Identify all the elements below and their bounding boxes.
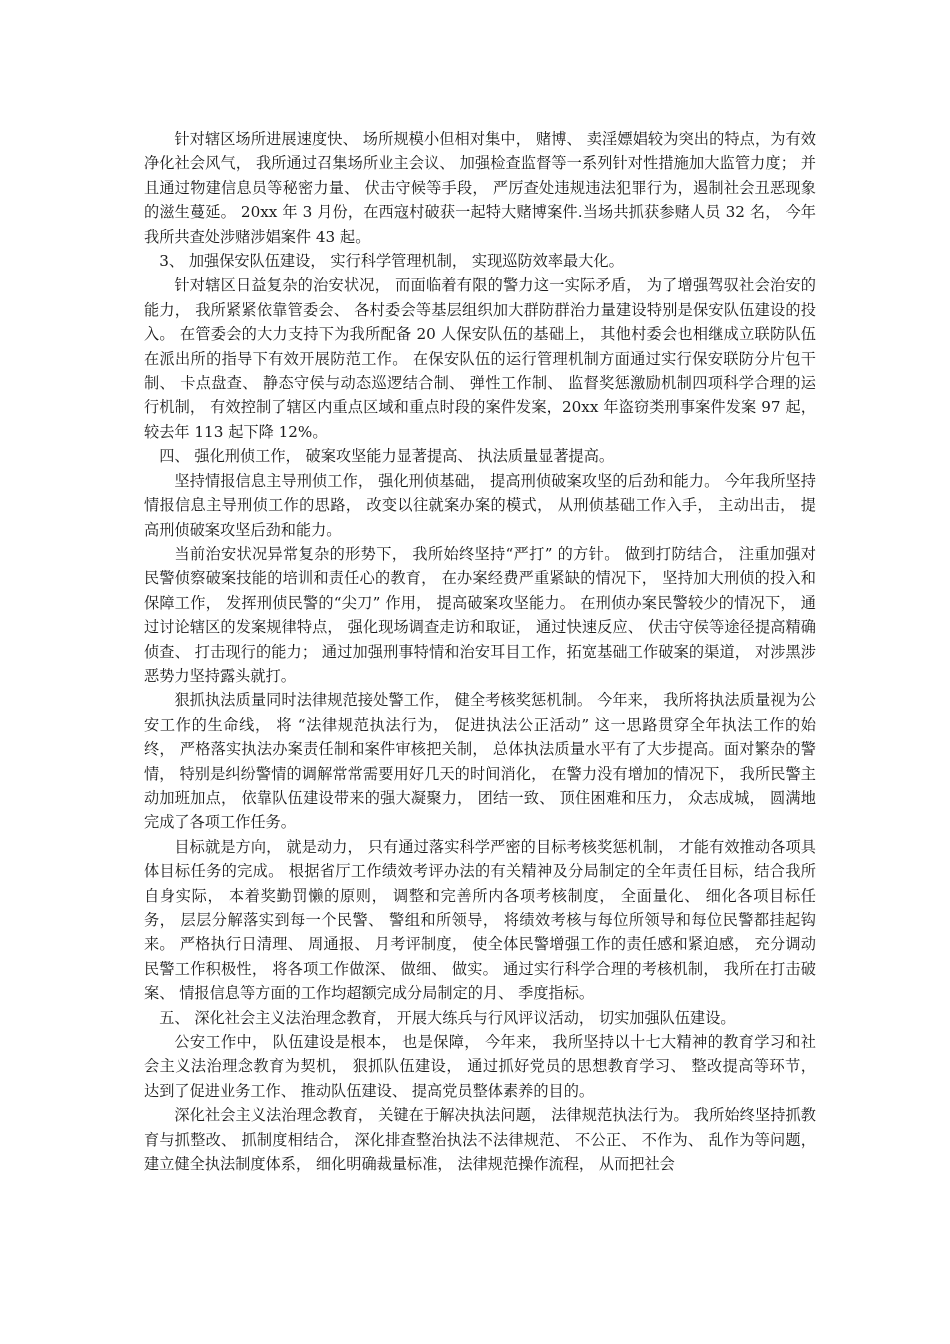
section-heading-criminal-investigation: 四、 强化刑侦工作， 破案攻坚能力显著提高、 执法质量显著提高。: [159, 447, 615, 466]
paragraph-rule-of-law-education: 深化社会主义法治理念教育， 关键在于解决执法问题， 法律规范执法行为。 我所始终坚持抓教育与抓整改、 抓制度相结合， 深化排查整治执法不法律规范、 不公正、 不作为、 乱作为等问题， 建立健全执法制度体系， 细化明确裁量标准， 法律规范操作流程， 从而把社会: [144, 1106, 816, 1174]
section-heading-rule-of-law: 五、 深化社会主义法治理念教育， 开展大练兵与行风评议活动， 切实加强队伍建设。: [159, 1008, 736, 1027]
paragraph-team-building: 公安工作中， 队伍建设是根本， 也是保障， 今年来， 我所坚持以十七大精神的教育学习和社会主义法治理念教育为契机， 狠抓队伍建设， 通过抓好党员的思想教育学习、 整改提高等环节， 达到了促进业务工作、 推动队伍建设、 提高党员整体素养的目的。: [144, 1033, 816, 1100]
paragraph-venue-management: 针对辖区场所进展速度快、 场所规模小但相对集中， 赌博、 卖淫嫖娼较为突出的特点，为有效净化社会风气， 我所通过召集场所业主会议、 加强检查监督等一系列针对性措施加大监管力度； 并且通过物建信息员等秘密力量、 伏击守候等手段， 严厉查处违规违法犯罪行为，遏制社会丑恶现象的滋生蔓延。 20xx 年 3 月份，在西寇村破获一起特大赌博案件.当场共抓获参赌人员 32 名， 今年我所共查处涉赌涉娼案件 43 起。: [144, 130, 816, 246]
paragraph-intelligence-led: 坚持情报信息主导刑侦工作， 强化刑侦基础， 提高刑侦破案攻坚的后劲和能力。 今年我所坚持情报信息主导刑侦工作的思路， 改变以往就案办案的模式， 从刑侦基础工作入手， 主动出击， 提高刑侦破案攻坚后劲和能力。: [144, 471, 816, 539]
paragraph-security-team: 针对辖区日益复杂的治安状况， 而面临着有限的警力这一实际矛盾， 为了增强驾驭社会治安的能力， 我所紧紧依靠管委会、 各村委会等基层组织加大群防群治力量建设特别是保安队伍建设的投入。 在管委会的大力支持下为我所配备 20 人保安队伍的基础上， 其他村委会也相继成立联防队伍在派出所的指导下有效开展防范工作。 在保安队伍的运行管理机制方面通过实行保安联防分片包干制、 卡点盘查、 静态守侯与动态巡逻结合制、 弹性工作制、 监督奖惩激励机制四项科学合理的运行机制， 有效控制了辖区内重点区域和重点时段的案件发案，20xx 年盗窃类刑事案件发案 97 起， 较去年 113 起下降 12%。: [144, 276, 816, 441]
paragraph-strike-hard: 当前治安状况异常复杂的形势下， 我所始终坚持“严打” 的方针。 做到打防结合， 注重加强对民警侦察破案技能的培训和责任心的教育， 在办案经费严重紧缺的情况下， 坚持加大刑侦的投入和保障工作， 发挥刑侦民警的“尖刀” 作用， 提高破案攻坚能力。 在刑侦办案民警较少的情况下， 通过讨论辖区的发案规律特点， 强化现场调查走访和取证， 通过快速反应、 伏击守侯等途径提高精确侦查、 打击现行的能力； 通过加强刑事特情和治安耳目工作，拓宽基础工作破案的渠道， 对涉黑涉恶势力坚持露头就打。: [144, 544, 816, 685]
paragraph-law-enforcement-quality: 狠抓执法质量同时法律规范接处警工作， 健全考核奖惩机制。 今年来， 我所将执法质量视为公安工作的生命线， 将 “法律规范执法行为， 促进执法公正活动” 这一思路贯穿全年执法工作的始终， 严格落实执法办案责任制和案件审核把关制， 总体执法质量水平有了大步提高。面对繁杂的警情， 特别是纠纷警情的调解常常需要用好几天的时间消化， 在警力没有增加的情况下， 我所民警主动加班加点， 依靠队伍建设带来的强大凝聚力， 团结一致、 顶住困难和压力， 众志成城， 圆满地完成了各项工作任务。: [144, 691, 816, 832]
section-heading-security-team: 3、 加强保安队伍建设， 实行科学管理机制， 实现巡防效率最大化。: [159, 252, 624, 271]
document-body: [144, 127, 816, 1176]
paragraph-target-assessment: 目标就是方向， 就是动力， 只有通过落实科学严密的目标考核奖惩机制， 才能有效推动各项具体目标任务的完成。 根据省厅工作绩效考评办法的有关精神及分局制定的全年责任目标，结合我所自身实际， 本着奖勤罚懒的原则， 调整和完善所内各项考核制度， 全面量化、 细化各项目标任务， 层层分解落实到每一个民警、 警组和所领导， 将绩效考核与每位所领导和每位民警都挂起钩来。 严格执行日清理、 周通报、 月考评制度， 使全体民警增强工作的责任感和紧迫感， 充分调动民警工作积极性， 将各项工作做深、 做细、 做实。 通过实行科学合理的考核机制， 我所在打击破案、 情报信息等方面的工作均超额完成分局制定的月、 季度指标。: [144, 837, 816, 1003]
